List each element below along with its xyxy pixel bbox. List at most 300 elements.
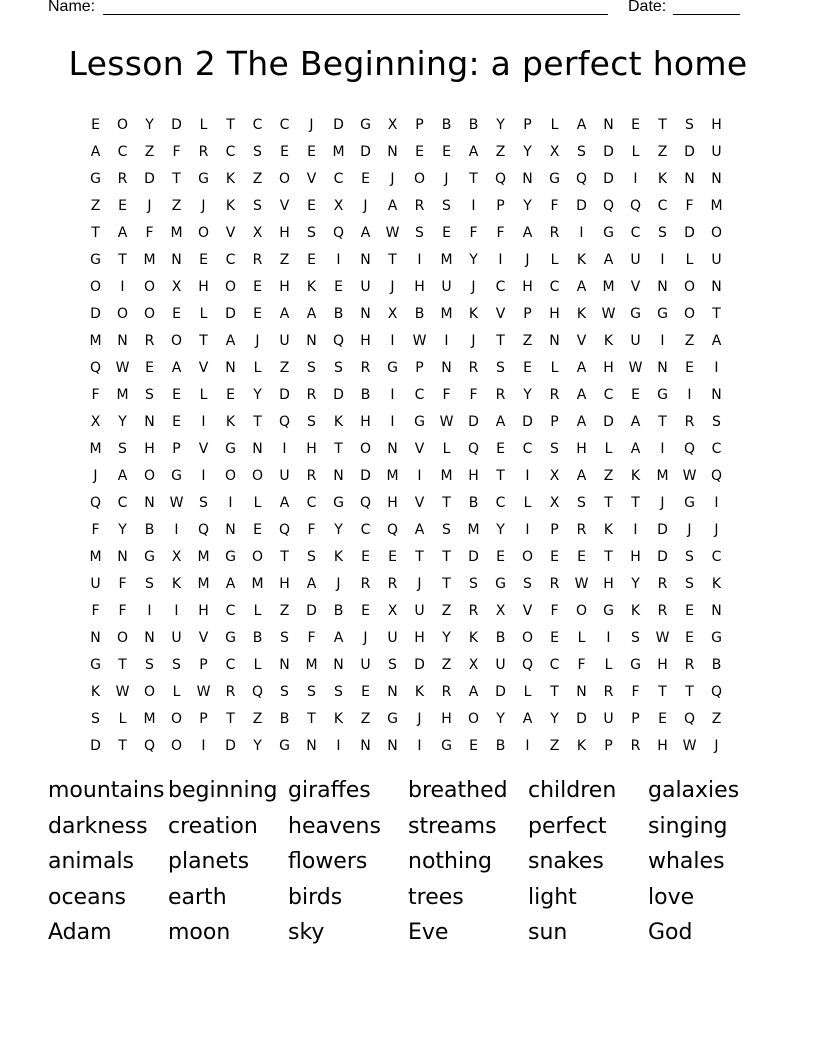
grid-letter[interactable]: R: [684, 413, 695, 430]
grid-letter[interactable]: Y: [442, 629, 451, 646]
grid-letter[interactable]: E: [577, 548, 586, 565]
grid-letter[interactable]: Y: [523, 143, 532, 160]
grid-letter[interactable]: Y: [523, 386, 532, 403]
grid-letter[interactable]: U: [495, 656, 506, 673]
grid-letter[interactable]: T: [91, 224, 100, 241]
grid-letter[interactable]: O: [575, 602, 588, 619]
grid-letter[interactable]: J: [201, 197, 206, 214]
grid-letter[interactable]: L: [172, 683, 181, 700]
grid-letter[interactable]: W: [115, 359, 130, 376]
grid-letter[interactable]: C: [549, 278, 560, 295]
grid-letter[interactable]: T: [334, 440, 343, 457]
grid-letter[interactable]: N: [333, 656, 344, 673]
grid-letter[interactable]: S: [253, 143, 262, 160]
grid-letter[interactable]: O: [683, 278, 696, 295]
grid-letter[interactable]: N: [171, 251, 182, 268]
grid-letter[interactable]: I: [228, 494, 233, 511]
grid-letter[interactable]: Q: [89, 359, 102, 376]
grid-letter[interactable]: L: [604, 440, 613, 457]
grid-letter[interactable]: S: [307, 359, 316, 376]
grid-letter[interactable]: U: [360, 656, 371, 673]
grid-letter[interactable]: D: [603, 143, 614, 160]
grid-letter[interactable]: Q: [683, 440, 696, 457]
grid-letter[interactable]: S: [631, 629, 640, 646]
grid-letter[interactable]: B: [468, 116, 479, 133]
grid-letter[interactable]: F: [91, 602, 100, 619]
grid-letter[interactable]: A: [279, 305, 290, 322]
grid-letter[interactable]: R: [657, 575, 668, 592]
grid-letter[interactable]: W: [439, 413, 454, 430]
grid-letter[interactable]: O: [170, 332, 183, 349]
grid-letter[interactable]: E: [550, 629, 559, 646]
grid-letter[interactable]: K: [171, 575, 182, 592]
grid-letter[interactable]: F: [550, 197, 559, 214]
grid-letter[interactable]: J: [714, 521, 719, 538]
grid-letter[interactable]: K: [225, 413, 236, 430]
grid-letter[interactable]: N: [603, 116, 614, 133]
grid-letter[interactable]: D: [90, 737, 101, 754]
grid-letter[interactable]: T: [550, 683, 559, 700]
grid-letter[interactable]: X: [333, 197, 344, 214]
grid-letter[interactable]: V: [198, 359, 209, 376]
grid-letter[interactable]: L: [550, 359, 559, 376]
grid-letter[interactable]: K: [603, 521, 614, 538]
grid-letter[interactable]: T: [604, 494, 613, 511]
grid-letter[interactable]: K: [576, 737, 587, 754]
grid-letter[interactable]: F: [307, 521, 316, 538]
grid-letter[interactable]: L: [253, 359, 262, 376]
grid-letter[interactable]: K: [711, 575, 722, 592]
grid-letter[interactable]: G: [630, 305, 641, 322]
grid-letter[interactable]: Q: [278, 521, 291, 538]
grid-letter[interactable]: C: [225, 656, 236, 673]
grid-letter[interactable]: B: [360, 386, 371, 403]
grid-letter[interactable]: F: [91, 386, 100, 403]
grid-letter[interactable]: S: [523, 575, 532, 592]
grid-letter[interactable]: A: [576, 359, 587, 376]
grid-letter[interactable]: Z: [252, 170, 263, 187]
grid-letter[interactable]: K: [630, 602, 641, 619]
grid-letter[interactable]: C: [279, 116, 290, 133]
grid-letter[interactable]: T: [253, 413, 262, 430]
grid-letter[interactable]: Z: [441, 656, 452, 673]
grid-letter[interactable]: N: [279, 656, 290, 673]
grid-letter[interactable]: E: [631, 386, 640, 403]
grid-letter[interactable]: T: [496, 467, 505, 484]
grid-letter[interactable]: N: [117, 548, 128, 565]
grid-letter[interactable]: I: [660, 332, 665, 349]
grid-letter[interactable]: P: [415, 359, 424, 376]
grid-letter[interactable]: I: [336, 737, 341, 754]
grid-letter[interactable]: A: [522, 710, 533, 727]
grid-letter[interactable]: N: [657, 359, 668, 376]
grid-letter[interactable]: B: [252, 629, 263, 646]
grid-letter[interactable]: T: [388, 251, 397, 268]
grid-letter[interactable]: M: [89, 332, 102, 349]
grid-letter[interactable]: S: [172, 656, 181, 673]
grid-letter[interactable]: S: [685, 575, 694, 592]
grid-letter[interactable]: T: [442, 494, 451, 511]
grid-letter[interactable]: T: [172, 170, 181, 187]
grid-letter[interactable]: Q: [251, 683, 264, 700]
grid-letter[interactable]: I: [498, 251, 503, 268]
grid-letter[interactable]: O: [467, 710, 480, 727]
grid-letter[interactable]: X: [468, 656, 479, 673]
grid-letter[interactable]: G: [198, 170, 209, 187]
grid-letter[interactable]: E: [145, 359, 154, 376]
grid-letter[interactable]: L: [442, 440, 451, 457]
grid-letter[interactable]: U: [630, 332, 641, 349]
grid-letter[interactable]: U: [279, 332, 290, 349]
grid-letter[interactable]: Z: [171, 197, 182, 214]
grid-letter[interactable]: I: [579, 224, 584, 241]
grid-letter[interactable]: I: [660, 251, 665, 268]
grid-letter[interactable]: Q: [602, 197, 615, 214]
grid-letter[interactable]: D: [144, 170, 155, 187]
grid-letter[interactable]: J: [714, 737, 719, 754]
grid-letter[interactable]: Q: [278, 413, 291, 430]
grid-letter[interactable]: S: [307, 413, 316, 430]
grid-letter[interactable]: F: [145, 224, 154, 241]
grid-letter[interactable]: R: [468, 602, 479, 619]
grid-letter[interactable]: Q: [332, 332, 345, 349]
grid-letter[interactable]: I: [525, 521, 530, 538]
grid-letter[interactable]: D: [522, 413, 533, 430]
grid-letter[interactable]: Z: [144, 143, 155, 160]
grid-letter[interactable]: G: [414, 413, 425, 430]
grid-letter[interactable]: Q: [629, 197, 642, 214]
grid-letter[interactable]: T: [280, 548, 289, 565]
grid-letter[interactable]: H: [603, 575, 614, 592]
grid-letter[interactable]: N: [144, 413, 155, 430]
grid-letter[interactable]: H: [279, 278, 290, 295]
grid-letter[interactable]: M: [170, 224, 183, 241]
grid-letter[interactable]: G: [711, 629, 722, 646]
grid-letter[interactable]: N: [360, 251, 371, 268]
grid-letter[interactable]: O: [710, 224, 723, 241]
grid-letter[interactable]: G: [495, 575, 506, 592]
grid-letter[interactable]: Z: [279, 251, 290, 268]
grid-letter[interactable]: T: [442, 548, 451, 565]
grid-letter[interactable]: L: [550, 251, 559, 268]
grid-letter[interactable]: K: [333, 710, 344, 727]
grid-letter[interactable]: H: [657, 656, 668, 673]
grid-letter[interactable]: A: [171, 359, 182, 376]
grid-letter[interactable]: L: [631, 143, 640, 160]
grid-letter[interactable]: O: [251, 467, 264, 484]
grid-letter[interactable]: O: [224, 278, 237, 295]
grid-letter[interactable]: L: [199, 305, 208, 322]
grid-letter[interactable]: H: [198, 602, 209, 619]
grid-letter[interactable]: R: [387, 575, 398, 592]
grid-letter[interactable]: G: [441, 737, 452, 754]
grid-letter[interactable]: V: [414, 494, 425, 511]
grid-letter[interactable]: A: [576, 278, 587, 295]
grid-letter[interactable]: J: [363, 629, 368, 646]
grid-letter[interactable]: R: [603, 683, 614, 700]
grid-letter[interactable]: M: [197, 575, 210, 592]
grid-letter[interactable]: H: [144, 440, 155, 457]
grid-letter[interactable]: C: [549, 656, 560, 673]
grid-letter[interactable]: D: [684, 143, 695, 160]
grid-letter[interactable]: P: [415, 116, 424, 133]
grid-letter[interactable]: T: [118, 656, 127, 673]
grid-letter[interactable]: O: [116, 116, 129, 133]
grid-letter[interactable]: E: [550, 548, 559, 565]
grid-letter[interactable]: H: [711, 116, 722, 133]
grid-letter[interactable]: E: [496, 548, 505, 565]
grid-letter[interactable]: G: [387, 359, 398, 376]
grid-letter[interactable]: T: [712, 305, 721, 322]
grid-letter[interactable]: Y: [118, 521, 127, 538]
grid-letter[interactable]: H: [468, 467, 479, 484]
grid-letter[interactable]: Z: [603, 467, 614, 484]
grid-letter[interactable]: D: [495, 683, 506, 700]
grid-letter[interactable]: X: [549, 494, 560, 511]
grid-letter[interactable]: A: [495, 413, 506, 430]
grid-letter[interactable]: P: [550, 521, 559, 538]
grid-letter[interactable]: S: [685, 548, 694, 565]
grid-letter[interactable]: D: [468, 413, 479, 430]
grid-letter[interactable]: H: [549, 305, 560, 322]
grid-letter[interactable]: P: [172, 440, 181, 457]
grid-letter[interactable]: P: [523, 305, 532, 322]
grid-letter[interactable]: C: [333, 170, 344, 187]
grid-letter[interactable]: J: [93, 467, 98, 484]
grid-letter[interactable]: K: [576, 305, 587, 322]
grid-letter[interactable]: I: [660, 440, 665, 457]
grid-letter[interactable]: R: [495, 386, 506, 403]
grid-letter[interactable]: Z: [441, 602, 452, 619]
grid-letter[interactable]: R: [360, 359, 371, 376]
grid-letter[interactable]: Z: [90, 197, 101, 214]
grid-letter[interactable]: A: [576, 467, 587, 484]
grid-letter[interactable]: D: [90, 305, 101, 322]
grid-letter[interactable]: H: [360, 413, 371, 430]
grid-letter[interactable]: W: [682, 737, 697, 754]
grid-letter[interactable]: N: [144, 629, 155, 646]
grid-letter[interactable]: N: [684, 170, 695, 187]
grid-letter[interactable]: O: [521, 548, 534, 565]
grid-letter[interactable]: U: [387, 629, 398, 646]
grid-letter[interactable]: V: [279, 197, 290, 214]
grid-letter[interactable]: E: [658, 710, 667, 727]
grid-letter[interactable]: I: [417, 737, 422, 754]
grid-letter[interactable]: D: [576, 197, 587, 214]
grid-letter[interactable]: T: [604, 548, 613, 565]
grid-letter[interactable]: X: [171, 548, 182, 565]
grid-letter[interactable]: Q: [521, 656, 534, 673]
grid-letter[interactable]: M: [656, 467, 669, 484]
grid-letter[interactable]: D: [657, 521, 668, 538]
grid-letter[interactable]: O: [89, 278, 102, 295]
grid-letter[interactable]: A: [333, 629, 344, 646]
grid-letter[interactable]: I: [471, 197, 476, 214]
grid-letter[interactable]: K: [414, 683, 425, 700]
grid-letter[interactable]: U: [171, 629, 182, 646]
grid-letter[interactable]: H: [387, 494, 398, 511]
grid-letter[interactable]: N: [711, 170, 722, 187]
grid-letter[interactable]: G: [657, 305, 668, 322]
grid-letter[interactable]: H: [657, 737, 668, 754]
grid-letter[interactable]: R: [414, 197, 425, 214]
date-field[interactable]: [673, 14, 740, 15]
grid-letter[interactable]: R: [306, 467, 317, 484]
grid-letter[interactable]: Z: [711, 710, 722, 727]
grid-letter[interactable]: G: [90, 170, 101, 187]
grid-letter[interactable]: C: [117, 143, 128, 160]
grid-letter[interactable]: S: [145, 386, 154, 403]
grid-letter[interactable]: Z: [252, 710, 263, 727]
grid-letter[interactable]: X: [90, 413, 101, 430]
grid-letter[interactable]: L: [523, 494, 532, 511]
grid-letter[interactable]: H: [198, 278, 209, 295]
grid-letter[interactable]: B: [711, 656, 722, 673]
grid-letter[interactable]: D: [603, 170, 614, 187]
grid-letter[interactable]: V: [576, 332, 587, 349]
grid-letter[interactable]: T: [307, 710, 316, 727]
grid-letter[interactable]: V: [198, 440, 209, 457]
grid-letter[interactable]: U: [441, 278, 452, 295]
grid-letter[interactable]: A: [306, 305, 317, 322]
grid-letter[interactable]: E: [172, 305, 181, 322]
grid-letter[interactable]: R: [360, 575, 371, 592]
grid-letter[interactable]: W: [655, 629, 670, 646]
grid-letter[interactable]: I: [201, 467, 206, 484]
grid-letter[interactable]: Q: [197, 521, 210, 538]
grid-letter[interactable]: D: [576, 710, 587, 727]
grid-letter[interactable]: E: [496, 440, 505, 457]
grid-letter[interactable]: U: [360, 278, 371, 295]
grid-letter[interactable]: O: [170, 737, 183, 754]
grid-letter[interactable]: A: [630, 413, 641, 430]
grid-letter[interactable]: D: [171, 116, 182, 133]
grid-letter[interactable]: L: [199, 116, 208, 133]
grid-letter[interactable]: U: [630, 251, 641, 268]
grid-letter[interactable]: H: [279, 224, 290, 241]
grid-letter[interactable]: I: [390, 413, 395, 430]
grid-letter[interactable]: A: [576, 413, 587, 430]
grid-letter[interactable]: S: [712, 413, 721, 430]
grid-letter[interactable]: J: [363, 197, 368, 214]
grid-letter[interactable]: E: [415, 143, 424, 160]
grid-letter[interactable]: Q: [89, 494, 102, 511]
grid-letter[interactable]: J: [471, 278, 476, 295]
grid-letter[interactable]: Q: [143, 737, 156, 754]
grid-letter[interactable]: I: [174, 602, 179, 619]
grid-letter[interactable]: G: [225, 548, 236, 565]
grid-letter[interactable]: X: [387, 116, 398, 133]
grid-letter[interactable]: G: [603, 602, 614, 619]
grid-letter[interactable]: P: [631, 710, 640, 727]
grid-letter[interactable]: N: [711, 278, 722, 295]
grid-letter[interactable]: N: [387, 143, 398, 160]
grid-letter[interactable]: B: [495, 629, 506, 646]
grid-letter[interactable]: E: [361, 602, 370, 619]
grid-letter[interactable]: D: [657, 548, 668, 565]
grid-letter[interactable]: R: [684, 656, 695, 673]
grid-letter[interactable]: E: [361, 170, 370, 187]
grid-letter[interactable]: V: [630, 278, 641, 295]
grid-letter[interactable]: S: [307, 548, 316, 565]
grid-letter[interactable]: D: [225, 737, 236, 754]
grid-letter[interactable]: G: [225, 629, 236, 646]
grid-letter[interactable]: F: [469, 386, 478, 403]
grid-letter[interactable]: P: [550, 413, 559, 430]
grid-letter[interactable]: A: [117, 224, 128, 241]
grid-letter[interactable]: N: [306, 737, 317, 754]
grid-letter[interactable]: E: [172, 386, 181, 403]
grid-letter[interactable]: K: [333, 413, 344, 430]
name-field[interactable]: [103, 14, 608, 15]
grid-letter[interactable]: U: [414, 602, 425, 619]
grid-letter[interactable]: R: [549, 575, 560, 592]
grid-letter[interactable]: K: [603, 332, 614, 349]
grid-letter[interactable]: O: [413, 170, 426, 187]
grid-letter[interactable]: N: [576, 683, 587, 700]
grid-letter[interactable]: M: [386, 467, 399, 484]
grid-letter[interactable]: N: [306, 332, 317, 349]
grid-letter[interactable]: F: [496, 224, 505, 241]
grid-letter[interactable]: C: [306, 494, 317, 511]
grid-letter[interactable]: E: [685, 602, 694, 619]
grid-letter[interactable]: P: [496, 197, 505, 214]
grid-letter[interactable]: H: [279, 575, 290, 592]
grid-letter[interactable]: M: [116, 386, 129, 403]
grid-letter[interactable]: U: [603, 710, 614, 727]
grid-letter[interactable]: C: [711, 440, 722, 457]
grid-letter[interactable]: E: [199, 251, 208, 268]
grid-letter[interactable]: L: [253, 656, 262, 673]
grid-letter[interactable]: X: [387, 305, 398, 322]
grid-letter[interactable]: H: [414, 629, 425, 646]
grid-letter[interactable]: F: [172, 143, 181, 160]
grid-letter[interactable]: N: [360, 737, 371, 754]
grid-letter[interactable]: F: [118, 602, 127, 619]
grid-letter[interactable]: A: [360, 224, 371, 241]
grid-letter[interactable]: L: [253, 494, 262, 511]
grid-letter[interactable]: L: [685, 251, 694, 268]
grid-letter[interactable]: M: [602, 278, 615, 295]
grid-letter[interactable]: Y: [496, 116, 505, 133]
grid-letter[interactable]: T: [199, 332, 208, 349]
grid-letter[interactable]: M: [440, 251, 453, 268]
grid-letter[interactable]: S: [118, 440, 127, 457]
grid-letter[interactable]: C: [225, 251, 236, 268]
grid-letter[interactable]: T: [658, 413, 667, 430]
grid-letter[interactable]: S: [334, 359, 343, 376]
grid-letter[interactable]: I: [147, 602, 152, 619]
grid-letter[interactable]: M: [305, 656, 318, 673]
grid-letter[interactable]: Z: [360, 710, 371, 727]
grid-letter[interactable]: G: [333, 494, 344, 511]
grid-letter[interactable]: Y: [523, 197, 532, 214]
grid-letter[interactable]: V: [495, 305, 506, 322]
grid-letter[interactable]: O: [359, 440, 372, 457]
grid-letter[interactable]: Q: [494, 170, 507, 187]
grid-letter[interactable]: Z: [684, 332, 695, 349]
grid-letter[interactable]: B: [414, 305, 425, 322]
grid-letter[interactable]: S: [442, 521, 451, 538]
grid-letter[interactable]: S: [307, 683, 316, 700]
grid-letter[interactable]: N: [522, 170, 533, 187]
grid-letter[interactable]: Y: [334, 521, 343, 538]
grid-letter[interactable]: J: [309, 116, 314, 133]
grid-letter[interactable]: D: [333, 386, 344, 403]
grid-letter[interactable]: E: [226, 386, 235, 403]
grid-letter[interactable]: E: [523, 359, 532, 376]
grid-letter[interactable]: M: [440, 467, 453, 484]
